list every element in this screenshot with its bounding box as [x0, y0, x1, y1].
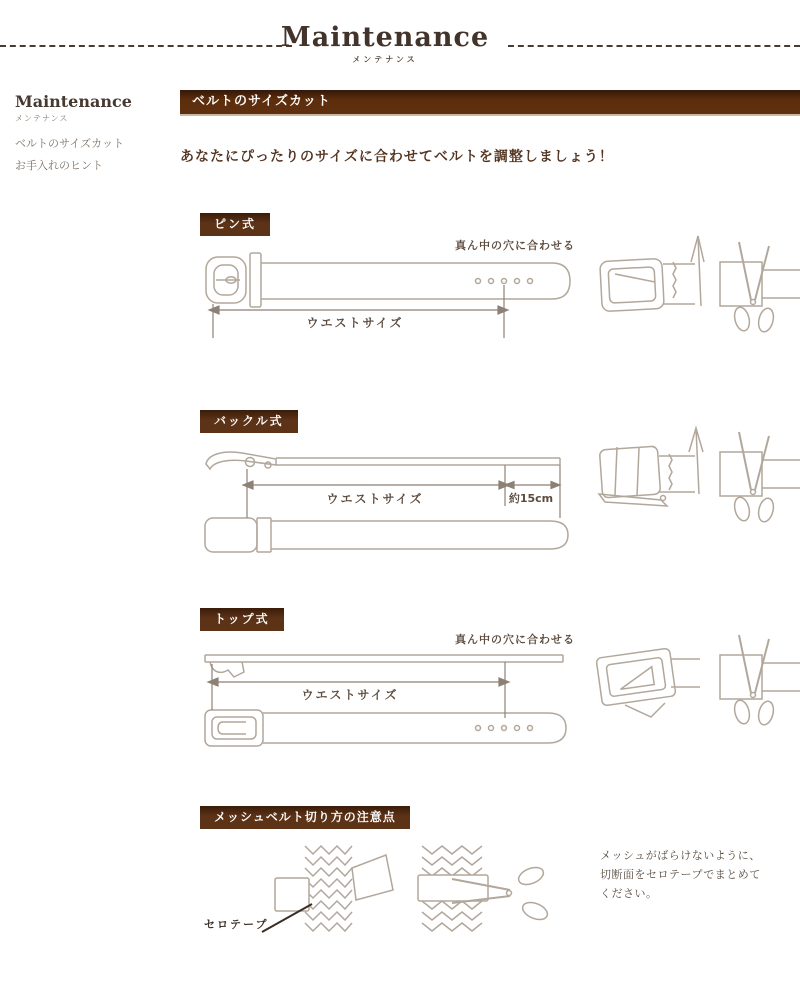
pin-type-label: ピン式	[200, 213, 270, 236]
top-annotation: 真ん中の穴に合わせる	[455, 633, 575, 646]
mesh-note-text	[600, 846, 800, 903]
sidebar-item-belt-size-cut[interactable]: ベルトのサイズカット	[15, 137, 125, 150]
intro-text: あなたにぴったりのサイズに合わせてベルトを調整しましょう！	[180, 149, 614, 165]
page-title: Maintenance	[280, 22, 490, 53]
mesh-belt-illustration	[200, 838, 590, 960]
mesh-cut-notes-label: メッシュベルト切り方の注意点	[200, 806, 410, 829]
page-subtitle: メンテナンス	[352, 55, 418, 64]
cellotape-label: セロテープ	[204, 918, 269, 931]
pin-cut-illustration	[595, 232, 800, 337]
buckle-cut-illustration	[595, 422, 800, 527]
sidebar-subtitle: メンテナンス	[15, 114, 69, 123]
mesh-note-line: メッシュがばらけないように、	[600, 849, 761, 862]
top-cut-illustration	[595, 625, 800, 735]
buckle-15cm-label: 約15cm	[508, 492, 554, 505]
pin-annotation: 真ん中の穴に合わせる	[455, 239, 575, 252]
pin-waist-size-label: ウエストサイズ	[306, 316, 404, 330]
mesh-note-line: 切断面をセロテープでまとめて	[600, 868, 761, 881]
top-waist-size-label: ウエストサイズ	[301, 688, 399, 702]
buckle-waist-size-label: ウエストサイズ	[326, 492, 424, 506]
sidebar-item-care-hints[interactable]: お手入れのヒント	[15, 159, 103, 172]
mesh-note-line: ください。	[600, 887, 658, 900]
buckle-type-label: バックル式	[200, 410, 298, 433]
top-type-label: トップ式	[200, 608, 284, 631]
section-heading-bar: ベルトのサイズカット	[180, 90, 800, 116]
sidebar-title: Maintenance	[15, 92, 132, 111]
